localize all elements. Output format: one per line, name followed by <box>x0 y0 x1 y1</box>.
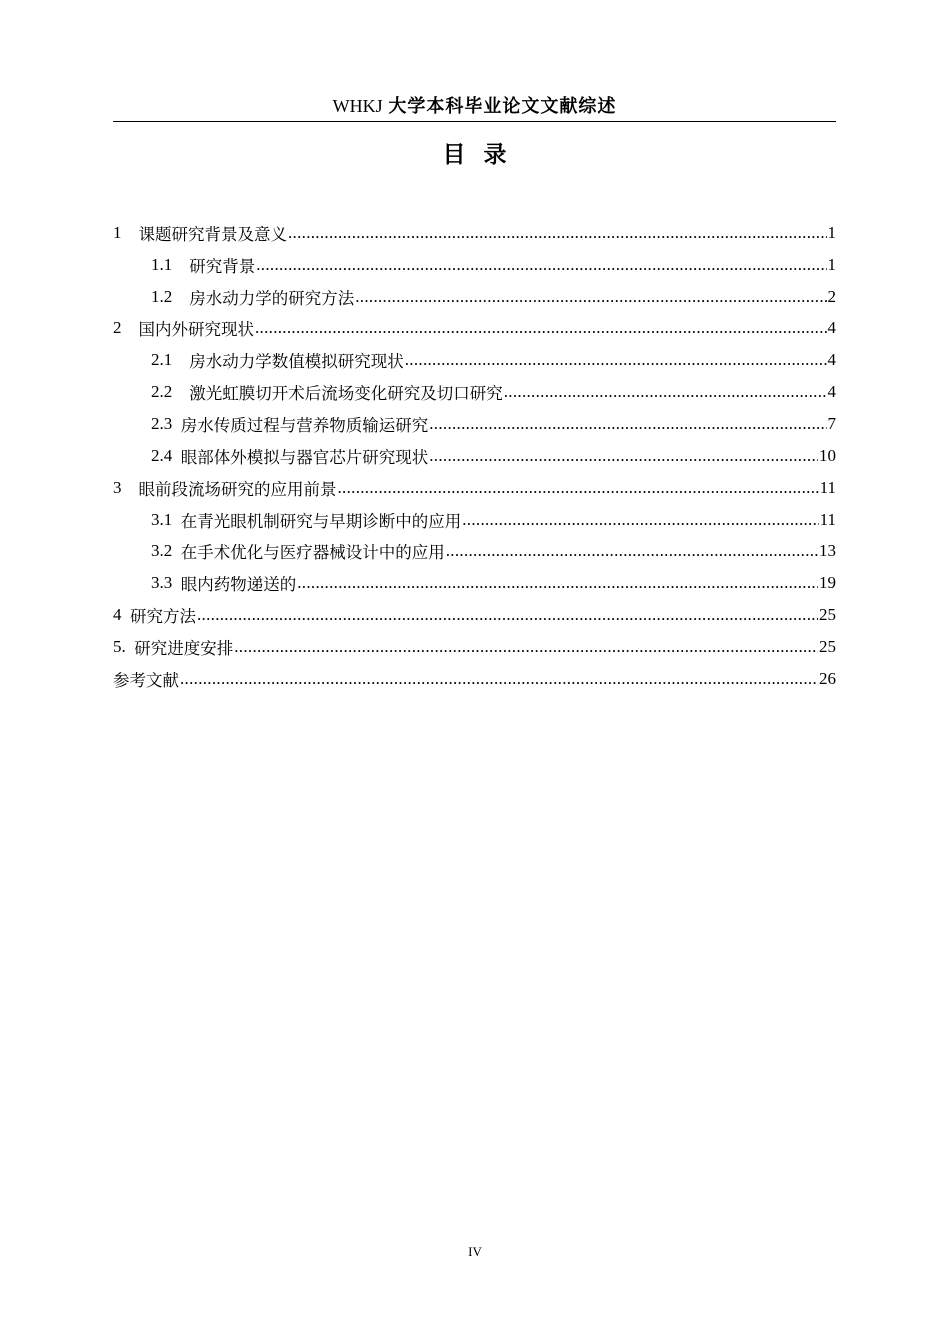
toc-dot-leader <box>504 382 827 402</box>
toc-entry-number: 2 <box>113 318 122 338</box>
toc-entry-number: 2.2 <box>151 382 173 402</box>
toc-entry-page: 19 <box>819 573 836 593</box>
toc-entry-number: 5. <box>113 636 126 656</box>
toc-entry[interactable] <box>113 313 836 345</box>
toc-entry[interactable] <box>113 376 836 408</box>
toc-entry-page: 11 <box>819 477 836 497</box>
toc-entry[interactable] <box>113 217 836 249</box>
toc-entry-page: 11 <box>819 509 836 529</box>
toc-entry-number: 4 <box>113 605 122 625</box>
toc-entry-page: 4 <box>827 318 836 338</box>
toc-dot-leader <box>446 541 818 561</box>
toc-entry-label: 研究进度安排 <box>134 638 234 658</box>
toc-dot-leader <box>234 637 818 657</box>
toc-entry-label: 眼前段流场研究的应用前景 <box>138 479 337 499</box>
toc-entry[interactable] <box>113 631 836 663</box>
toc-entry-spacer <box>172 287 189 307</box>
toc-entry-spacer <box>172 350 189 370</box>
toc-entry-number: 3.1 <box>151 509 173 529</box>
toc-entry[interactable] <box>113 663 836 695</box>
toc-entry-spacer <box>122 223 139 243</box>
toc-entry-spacer <box>122 318 139 338</box>
toc-dot-leader <box>255 318 827 338</box>
toc-entry-label: 国内外研究现状 <box>138 320 254 340</box>
toc-entry-page: 25 <box>819 636 836 656</box>
toc-entry[interactable] <box>113 408 836 440</box>
page-header <box>113 94 836 119</box>
toc-dot-leader <box>338 478 819 498</box>
toc-entry[interactable] <box>113 440 836 472</box>
toc-dot-leader <box>197 605 818 625</box>
toc-entry-page: 1 <box>827 222 836 242</box>
toc-entry[interactable] <box>113 344 836 376</box>
toc-dot-leader <box>297 573 818 593</box>
toc-entry-number: 2.1 <box>151 350 173 370</box>
toc-entry[interactable] <box>113 535 836 567</box>
toc-entry-number: 3 <box>113 477 122 497</box>
toc-entry[interactable] <box>113 472 836 504</box>
toc-entry-page: 10 <box>819 445 836 465</box>
toc-entry-label: 课题研究背景及意义 <box>138 224 287 244</box>
toc-entry-number: 2.4 <box>151 445 173 465</box>
toc-entry[interactable] <box>113 567 836 599</box>
toc-dot-leader <box>429 446 818 466</box>
table-of-contents <box>113 217 836 695</box>
toc-entry-spacer <box>172 541 181 561</box>
toc-entry-number: 1.1 <box>151 254 173 274</box>
toc-entry-page: 26 <box>819 668 836 688</box>
toc-entry[interactable] <box>113 504 836 536</box>
toc-entry-spacer <box>122 605 131 625</box>
toc-entry-label: 在手术优化与医疗器械设计中的应用 <box>180 543 445 563</box>
toc-entry-label: 房水传质过程与营养物质输运研究 <box>180 415 429 435</box>
toc-entry[interactable] <box>113 281 836 313</box>
toc-dot-leader <box>355 287 826 307</box>
page-number: IV <box>468 1244 482 1259</box>
toc-entry-spacer <box>122 478 139 498</box>
toc-entry-spacer <box>172 255 189 275</box>
header-prefix: WHKJ <box>332 96 383 116</box>
toc-entry-number: 3.3 <box>151 573 173 593</box>
toc-entry-label: 激光虹膜切开术后流场变化研究及切口研究 <box>189 384 503 404</box>
toc-entry-spacer <box>172 510 181 530</box>
toc-entry-spacer <box>172 382 189 402</box>
toc-entry[interactable] <box>113 599 836 631</box>
header-title: 大学本科毕业论文文献综述 <box>388 96 617 117</box>
toc-entry-number: 1.2 <box>151 286 173 306</box>
toc-dot-leader <box>405 350 827 370</box>
toc-entry-page: 2 <box>827 286 836 306</box>
toc-title: 目录 <box>442 142 525 168</box>
toc-entry-spacer <box>172 414 181 434</box>
toc-entry-spacer <box>172 573 181 593</box>
toc-entry-label: 参考文献 <box>113 670 179 690</box>
toc-entry-page: 7 <box>827 413 836 433</box>
toc-entry-page: 1 <box>827 254 836 274</box>
toc-entry-page: 25 <box>819 605 836 625</box>
toc-entry-label: 眼部体外模拟与器官芯片研究现状 <box>180 447 429 467</box>
toc-entry[interactable] <box>113 249 836 281</box>
toc-entry-number: 3.2 <box>151 541 173 561</box>
header-rule <box>113 121 836 122</box>
toc-entry-label: 研究背景 <box>189 256 256 276</box>
toc-entry-page: 13 <box>819 541 836 561</box>
toc-entry-spacer <box>126 637 135 657</box>
toc-dot-leader <box>256 255 826 275</box>
toc-entry-spacer <box>172 446 181 466</box>
toc-entry-label: 房水动力学的研究方法 <box>189 288 355 308</box>
toc-dot-leader <box>288 223 827 243</box>
toc-entry-number: 2.3 <box>151 413 173 433</box>
toc-entry-label: 在青光眼机制研究与早期诊断中的应用 <box>180 511 462 531</box>
toc-entry-label: 眼内药物递送的 <box>180 575 297 595</box>
toc-dot-leader <box>429 414 826 434</box>
toc-dot-leader <box>180 669 818 689</box>
toc-entry-page: 4 <box>827 350 836 370</box>
toc-entry-page: 4 <box>827 382 836 402</box>
toc-entry-label: 研究方法 <box>130 607 196 627</box>
toc-entry-number: 1 <box>113 222 122 242</box>
toc-dot-leader <box>462 510 818 530</box>
toc-entry-label: 房水动力学数值模拟研究现状 <box>189 352 404 372</box>
